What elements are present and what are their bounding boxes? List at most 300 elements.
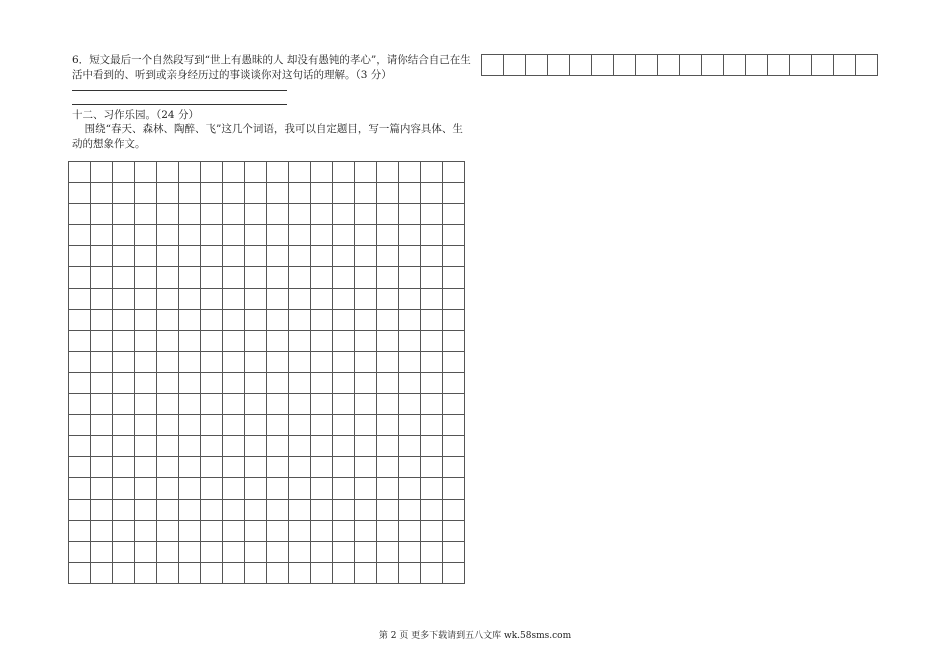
grid-cell [113,309,135,330]
grid-cell [377,520,399,541]
grid-cell [157,457,179,478]
grid-cell [135,499,157,520]
grid-row [69,562,465,583]
grid-cell [790,55,812,76]
grid-cell [201,394,223,415]
grid-cell [179,457,201,478]
grid-cell [289,372,311,393]
grid-cell [157,499,179,520]
grid-cell [443,309,465,330]
grid-cell [179,309,201,330]
grid-cell [69,541,91,562]
grid-cell [245,183,267,204]
grid-cell [333,372,355,393]
grid-cell [355,478,377,499]
grid-cell [311,457,333,478]
grid-cell [267,288,289,309]
grid-cell [113,457,135,478]
grid-cell [267,436,289,457]
grid-cell [399,204,421,225]
grid-cell [113,372,135,393]
grid-cell [245,162,267,183]
grid-cell [245,372,267,393]
grid-cell [135,246,157,267]
grid-cell [399,436,421,457]
grid-cell [245,330,267,351]
grid-cell [245,309,267,330]
grid-cell [245,457,267,478]
grid-cell [289,436,311,457]
grid-cell [157,541,179,562]
grid-cell [91,204,113,225]
grid-cell [421,246,443,267]
grid-cell [135,478,157,499]
grid-cell [113,478,135,499]
grid-cell [223,520,245,541]
grid-cell [267,267,289,288]
grid-cell [245,415,267,436]
grid-cell [157,267,179,288]
grid-cell [113,330,135,351]
question-6 [72,53,472,83]
grid-cell [443,415,465,436]
grid-cell [157,372,179,393]
grid-cell [157,183,179,204]
grid-cell [113,267,135,288]
grid-row [69,520,465,541]
grid-cell [333,204,355,225]
grid-cell [267,330,289,351]
grid-row [69,436,465,457]
grid-cell [157,162,179,183]
grid-cell [69,162,91,183]
grid-cell [421,204,443,225]
grid-cell [399,457,421,478]
grid-cell [267,372,289,393]
grid-cell [592,55,614,76]
grid-cell [179,436,201,457]
composition-grid-continued [481,54,878,76]
grid-cell [289,351,311,372]
grid-cell [113,520,135,541]
grid-cell [333,520,355,541]
grid-cell [267,183,289,204]
grid-cell [526,55,548,76]
grid-cell [399,183,421,204]
grid-cell [179,162,201,183]
grid-cell [311,541,333,562]
grid-cell [135,225,157,246]
grid-cell [355,457,377,478]
grid-cell [399,162,421,183]
grid-row [69,457,465,478]
grid-cell [223,288,245,309]
grid-cell [113,436,135,457]
grid-cell [91,267,113,288]
grid-cell [223,267,245,288]
grid-cell [399,415,421,436]
grid-cell [311,225,333,246]
grid-cell [245,478,267,499]
grid-cell [333,246,355,267]
grid-cell [377,478,399,499]
grid-cell [355,415,377,436]
grid-cell [333,309,355,330]
grid-cell [834,55,856,76]
grid-cell [570,55,592,76]
grid-cell [69,267,91,288]
grid-cell [135,436,157,457]
grid-cell [856,55,878,76]
grid-cell [443,372,465,393]
grid-cell [355,330,377,351]
grid-cell [333,183,355,204]
grid-cell [421,330,443,351]
grid-cell [157,520,179,541]
grid-cell [399,351,421,372]
grid-cell [135,204,157,225]
grid-cell [69,436,91,457]
grid-row [69,162,465,183]
grid-cell [355,204,377,225]
grid-cell [135,457,157,478]
grid-cell [355,162,377,183]
grid-cell [355,267,377,288]
grid-cell [768,55,790,76]
grid-cell [69,457,91,478]
grid-cell [179,372,201,393]
grid-cell [135,267,157,288]
grid-row [69,478,465,499]
grid-cell [421,225,443,246]
grid-cell [113,562,135,583]
grid-cell [179,267,201,288]
grid-cell [311,478,333,499]
grid-cell [443,225,465,246]
grid-cell [179,351,201,372]
grid-cell [399,225,421,246]
grid-cell [267,499,289,520]
grid-cell [421,309,443,330]
grid-cell [135,372,157,393]
grid-cell [267,457,289,478]
grid-cell [223,309,245,330]
grid-cell [377,457,399,478]
grid-cell [399,330,421,351]
grid-cell [201,457,223,478]
grid-cell [223,457,245,478]
grid-cell [91,330,113,351]
grid-cell [333,351,355,372]
grid-cell [69,246,91,267]
grid-cell [311,267,333,288]
grid-cell [443,394,465,415]
grid-cell [157,415,179,436]
grid-cell [355,541,377,562]
grid-cell [135,351,157,372]
grid-cell [311,351,333,372]
grid-cell [443,204,465,225]
grid-cell [113,204,135,225]
grid-cell [157,351,179,372]
grid-cell [548,55,570,76]
grid-cell [333,288,355,309]
grid-cell [482,55,504,76]
grid-cell [443,351,465,372]
grid-cell [245,394,267,415]
grid-cell [333,562,355,583]
grid-cell [443,162,465,183]
grid-cell [377,330,399,351]
grid-cell [399,394,421,415]
grid-cell [421,520,443,541]
grid-cell [201,436,223,457]
grid-cell [311,415,333,436]
grid-cell [91,162,113,183]
grid-cell [157,288,179,309]
grid-cell [289,457,311,478]
grid-cell [201,309,223,330]
grid-cell [443,541,465,562]
answer-line [72,90,287,91]
grid-cell [614,55,636,76]
grid-cell [377,267,399,288]
grid-cell [157,204,179,225]
grid-cell [267,225,289,246]
grid-cell [355,436,377,457]
grid-cell [443,520,465,541]
grid-cell [223,351,245,372]
grid-cell [267,562,289,583]
grid-cell [91,246,113,267]
grid-row [69,246,465,267]
grid-cell [421,457,443,478]
grid-cell [311,246,333,267]
grid-cell [333,267,355,288]
grid-cell [289,520,311,541]
grid-cell [421,372,443,393]
grid-cell [377,541,399,562]
grid-cell [333,499,355,520]
grid-cell [443,436,465,457]
grid-cell [179,520,201,541]
grid-cell [443,499,465,520]
grid-cell [69,225,91,246]
grid-cell [399,246,421,267]
grid-cell [245,267,267,288]
grid-cell [223,415,245,436]
grid-cell [311,288,333,309]
grid-cell [311,394,333,415]
grid-cell [69,204,91,225]
grid-cell [179,330,201,351]
grid-cell [223,162,245,183]
answer-line [72,104,287,105]
grid-cell [201,162,223,183]
grid-cell [245,351,267,372]
grid-cell [267,162,289,183]
grid-cell [113,394,135,415]
grid-cell [355,225,377,246]
grid-row [69,415,465,436]
grid-cell [135,562,157,583]
grid-cell [157,478,179,499]
grid-cell [377,288,399,309]
grid-cell [443,562,465,583]
grid-cell [201,246,223,267]
grid-row [69,183,465,204]
grid-cell [113,183,135,204]
grid-cell [311,183,333,204]
grid-row [69,309,465,330]
grid-cell [201,330,223,351]
grid-cell [245,225,267,246]
grid-cell [421,499,443,520]
grid-cell [179,204,201,225]
grid-cell [724,55,746,76]
grid-row [69,541,465,562]
grid-cell [157,246,179,267]
grid-cell [179,225,201,246]
grid-cell [399,520,421,541]
grid-cell [201,225,223,246]
grid-cell [377,246,399,267]
grid-cell [201,351,223,372]
grid-cell [812,55,834,76]
grid-cell [333,436,355,457]
grid-cell [311,499,333,520]
grid-cell [421,267,443,288]
grid-cell [289,499,311,520]
grid-cell [179,246,201,267]
grid-cell [135,330,157,351]
grid-cell [355,246,377,267]
grid-cell [223,204,245,225]
grid-cell [223,478,245,499]
grid-cell [113,351,135,372]
grid-cell [267,541,289,562]
grid-cell [658,55,680,76]
grid-cell [399,541,421,562]
grid-cell [289,225,311,246]
grid-cell [201,183,223,204]
grid-cell [135,415,157,436]
grid-cell [113,246,135,267]
grid-cell [91,541,113,562]
grid-cell [399,309,421,330]
grid-cell [355,288,377,309]
grid-cell [377,204,399,225]
grid-cell [355,394,377,415]
grid-cell [113,541,135,562]
grid-cell [377,415,399,436]
grid-cell [355,499,377,520]
grid-cell [113,225,135,246]
grid-cell [333,330,355,351]
grid-cell [201,288,223,309]
grid-cell [443,246,465,267]
grid-cell [311,204,333,225]
grid-cell [201,541,223,562]
grid-cell [377,562,399,583]
grid-cell [311,330,333,351]
grid-cell [289,183,311,204]
grid-cell [223,541,245,562]
grid-cell [702,55,724,76]
grid-cell [113,499,135,520]
grid-cell [135,309,157,330]
writing-prompt: 围绕“春天、森林、陶醉、飞”这几个词语，我可以自定题目，写一篇内容具体、生动的想象作文。 [72,123,463,150]
grid-cell [245,288,267,309]
grid-cell [157,394,179,415]
grid-cell [157,436,179,457]
grid-cell [311,309,333,330]
grid-cell [135,541,157,562]
grid-cell [223,246,245,267]
grid-cell [179,541,201,562]
grid-cell [289,394,311,415]
grid-cell [289,162,311,183]
grid-cell [69,415,91,436]
grid-row [69,225,465,246]
grid-cell [69,562,91,583]
grid-cell [267,204,289,225]
grid-cell [91,415,113,436]
grid-cell [636,55,658,76]
grid-cell [179,394,201,415]
grid-row [69,372,465,393]
grid-cell [333,394,355,415]
grid-cell [333,225,355,246]
grid-cell [421,288,443,309]
grid-cell [443,478,465,499]
grid-cell [201,562,223,583]
grid-cell [443,457,465,478]
grid-cell [267,351,289,372]
grid-cell [91,457,113,478]
grid-cell [91,499,113,520]
grid-cell [69,499,91,520]
grid-cell [135,183,157,204]
grid-cell [443,288,465,309]
grid-cell [421,162,443,183]
grid-cell [289,288,311,309]
grid-cell [746,55,768,76]
grid-cell [377,499,399,520]
grid-cell [267,520,289,541]
grid-cell [245,541,267,562]
grid-cell [399,267,421,288]
grid-cell [91,288,113,309]
grid-cell [399,372,421,393]
grid-cell [421,478,443,499]
grid-cell [91,394,113,415]
section-title: 十二、习作乐园。（24 分） [72,109,199,121]
grid-cell [157,309,179,330]
grid-cell [377,394,399,415]
grid-cell [223,225,245,246]
grid-row [482,55,878,76]
grid-cell [245,520,267,541]
grid-cell [267,394,289,415]
grid-cell [201,499,223,520]
grid-cell [289,330,311,351]
grid-cell [223,183,245,204]
grid-cell [91,309,113,330]
grid-cell [333,541,355,562]
grid-row [69,394,465,415]
grid-cell [289,478,311,499]
